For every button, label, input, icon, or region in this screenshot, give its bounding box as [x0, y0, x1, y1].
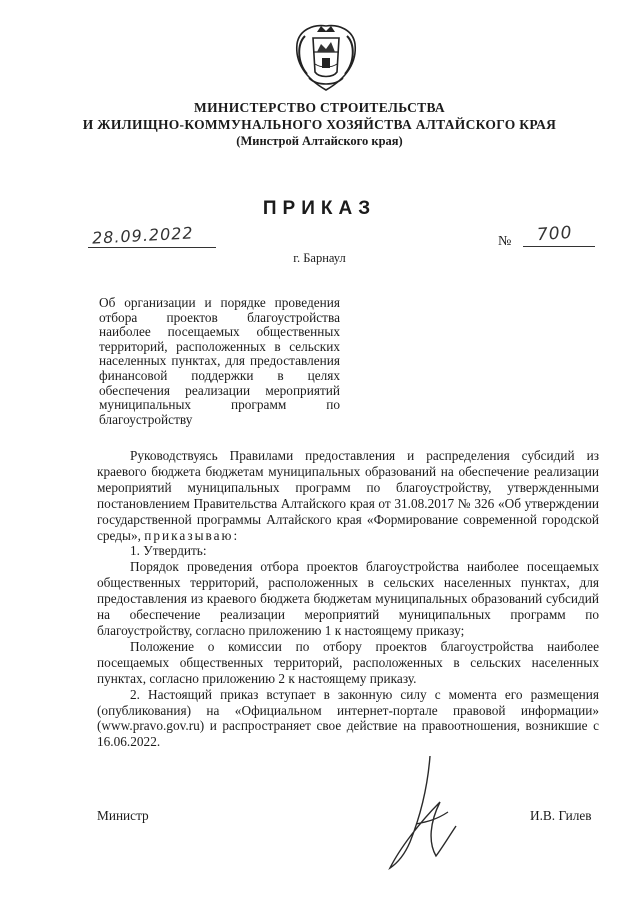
ministry-short-name: (Минстрой Алтайского края)	[236, 134, 403, 148]
document-body	[97, 448, 599, 750]
altai-krai-coat-of-arms-icon	[291, 22, 361, 94]
signatory-position: Министр	[97, 808, 149, 823]
paragraph-commission: Положение о комиссии по отбору проектов благоустройства наиболее посещаемых общественных территорий, расположенных в сельских населенных пунктах, согласно приложению 2 к настоящему приказу.	[97, 638, 599, 686]
signatory-name: И.В. Гилев	[530, 808, 592, 823]
ministry-name-line2: И ЖИЛИЩНО-КОММУНАЛЬНОГО ХОЗЯЙСТВА АЛТАЙСКОГО КРАЯ	[82, 117, 557, 132]
paragraph-procedure: Порядок проведения отбора проектов благоустройства наиболее посещаемых общественных территорий, расположенных в сельских населенных пунктах, для предоставления из краевого бюджета бюджетам муниципальных образований субсидий на обеспечение реализации мероприятий муниципальных программ по благоустройству, согласно приложению 1 к настоящему приказу;	[97, 559, 599, 638]
ministry-name-line1: МИНИСТЕРСТВО СТРОИТЕЛЬСТВА	[194, 100, 445, 115]
document-date: 28.09.2022	[91, 223, 195, 248]
number-sign: №	[498, 234, 512, 249]
handwritten-signature	[370, 752, 480, 872]
decree-word: приказываю:	[144, 527, 240, 543]
intro-paragraph	[97, 448, 599, 543]
number-underline	[523, 246, 595, 247]
city: г. Барнаул	[293, 251, 346, 265]
document-number: 700	[536, 222, 574, 246]
item-2: 2. Настоящий приказ вступает в законную силу с момента его размещения (опубликования) на «Официальном интернет-портале правовой информации» (www.pravo.gov.ru) и распространяет свое действие на правоотношения, возникшие с 16.06.2022.	[97, 686, 599, 750]
intro-text: Руководствуясь Правилами предоставления и распределения субсидий из краевого бюджета бюджетам муниципальных образований на обеспечение реализации мероприятий муниципальных программ по благоустройству, утвержденными постановлением Правительства Алтайского края от 31.08.2017 № 326 «Об утверждении государственной программы Алтайского края «Формирование современной городской среды»,	[97, 448, 599, 543]
document-subject: Об организации и порядке проведения отбора проектов благоустройства наиболее посещаемых общественных территорий, расположенных в сельских населенных пунктах, для предоставления финансовой поддержки в целях обеспечения реализации мероприятий муниципальных программ по благоустройству	[99, 295, 340, 427]
document-title: ПРИКАЗ	[262, 198, 377, 219]
date-underline	[88, 247, 216, 248]
item-1: 1. Утвердить:	[130, 543, 207, 559]
